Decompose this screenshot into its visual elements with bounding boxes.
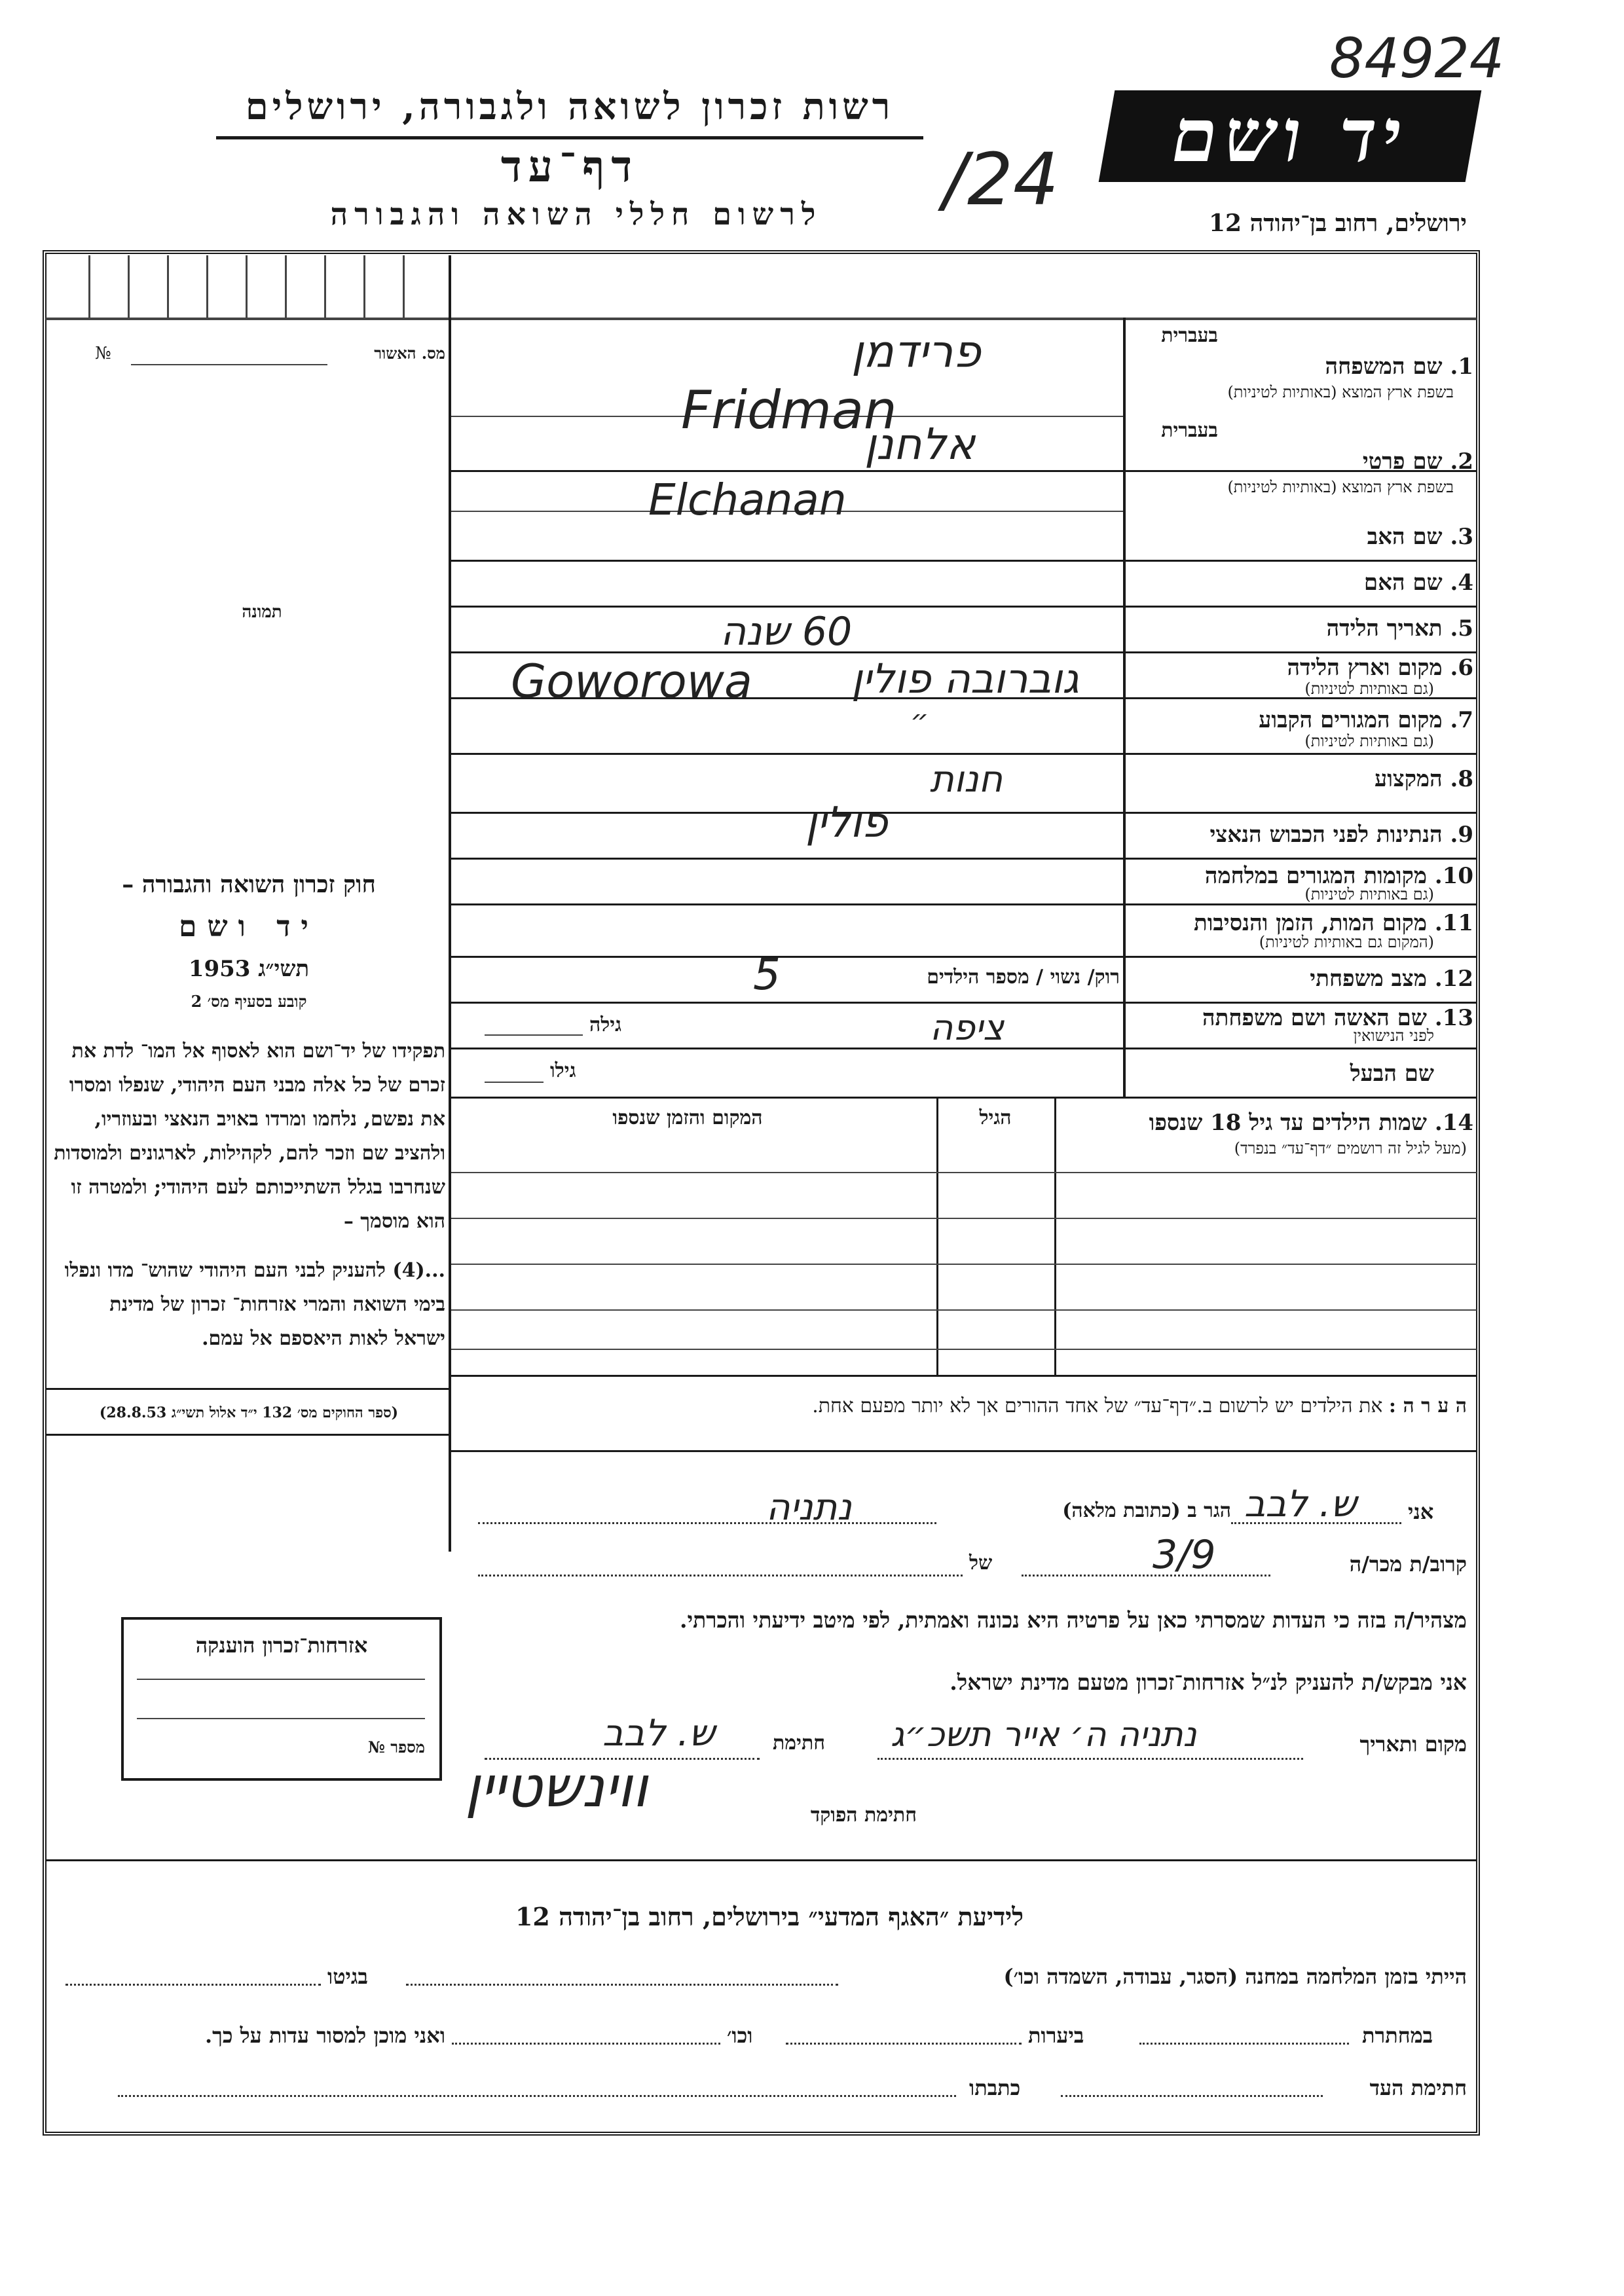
husband-age-label: גילו <box>550 1059 576 1082</box>
field-10-sub: (גם באותיות לטיניות) <box>1304 885 1434 903</box>
law-clause: קובע בסעיף מס׳ 2 <box>191 992 307 1011</box>
field-8-value[interactable]: חנות <box>930 758 1003 801</box>
field-6-label: 6. מקום וארץ הלידה <box>1287 655 1473 681</box>
org-underline <box>216 136 923 139</box>
decl-request: אני מבקש/ת להעניק לנ״ל אזרחות־זכרון מטעם מדינת ישראל. <box>950 1669 1467 1695</box>
declarant-name[interactable]: ש. לבב <box>1244 1483 1357 1525</box>
page-title: דף־עד <box>500 141 639 192</box>
officer-label: חתימת הפוקד <box>810 1804 917 1827</box>
field-1-tag: בעברית <box>1161 324 1218 347</box>
photo-label: תמונה <box>242 602 282 622</box>
footer-ready: ואני מוכן למסור עדות על כך. <box>204 2023 445 2048</box>
col-age-header: הגיל <box>979 1106 1012 1129</box>
footer-address-label: כתבתו <box>969 2075 1021 2100</box>
org-line: רשות זכרון לשואה ולגבורה, ירושלים <box>245 85 895 128</box>
place-date-label: מקום ותאריך <box>1359 1732 1467 1757</box>
field-10-label: 10. מקומות המגורים במלחמה <box>1204 863 1473 889</box>
field-2-sub: בשפת ארץ המוצא (באותיות לטיניות) <box>1227 478 1454 496</box>
handwritten-ref: /24 <box>943 137 1060 221</box>
field-11-label: 11. מקום המות, הזמן והנסיבות <box>1193 910 1473 936</box>
footer-forest: ביערות <box>1028 2023 1084 2048</box>
top-code-boxes <box>49 255 449 318</box>
field-7-value[interactable]: ״ <box>910 704 929 737</box>
footer-partisan: במחתרת <box>1362 2023 1433 2048</box>
law-name: יד ושם <box>179 910 319 943</box>
field-8-label: 8. המקצוע <box>1374 766 1473 792</box>
field-13-value[interactable]: ציפה <box>930 1007 1005 1048</box>
field-14-label: 14. שמות הילדים עד גיל 18 שנספו <box>1149 1110 1473 1136</box>
field-12-label: 12. מצב משפחתי <box>1310 966 1473 992</box>
field-7-label: 7. מקום המגורים הקבוע <box>1259 707 1473 733</box>
approval-no: № <box>95 344 111 363</box>
logo-text: יד ושם <box>1164 93 1416 179</box>
archive-number: 84924 <box>1329 26 1505 90</box>
decl-resides: הגר ב (כתובת מלאה) <box>1062 1499 1231 1522</box>
field-6-value-latin[interactable]: Goworowa <box>511 655 752 708</box>
field-12-value[interactable]: רוק/ נשוי / מספר הילדים <box>927 966 1120 989</box>
note-text: את הילדים יש לרשום ב.״דף־עד״ של אחד ההורים אך לא יותר מפעם אחת. <box>812 1394 1383 1417</box>
field-13-sub: לפני הנישואין <box>1353 1027 1434 1045</box>
note <box>458 1394 1467 1417</box>
place-date-value[interactable]: נתניה ה׳ אייר תשכ״ג <box>891 1715 1197 1755</box>
law-text-2: ...(4) להעניק לבני העם היהודי שהוש־ מדו ונפלו בימי השואה והמרי אזרחות־ זכרון של מדינת ישראל לאות היאספם אל עמם. <box>64 1259 445 1350</box>
field-9-label: 9. הנתינות לפני הכבוש הנאצי <box>1209 822 1473 848</box>
decl-address[interactable]: נתניה <box>766 1486 852 1529</box>
address: ירושלים, רחוב בן־יהודה 12 <box>1208 210 1467 237</box>
citizenship-box <box>121 1617 442 1781</box>
field-6-sub: (גם באותיות לטיניות) <box>1304 680 1434 698</box>
decl-statement: מצהיר/ה בזה כי העדות שמסרתי כאן על פרטיה היא נכונה ואמתית, לפי מיטב ידיעתי והכרתי. <box>680 1607 1467 1633</box>
field-2-value-he[interactable]: אלחנן <box>864 419 976 469</box>
footer-title: לידיעת ״האגף המדעי״ בירושלים, רחוב בן־יהודה 12 <box>515 1902 1024 1931</box>
field-1-value-latin[interactable]: Fridman <box>681 380 897 441</box>
subtitle: לרשום חללי השואה והגבורה <box>330 196 822 232</box>
footer-ghetto: בגיטו <box>327 1964 368 1989</box>
decl-ani: אני <box>1408 1499 1434 1524</box>
field-1-sub: בשפת ארץ המוצא (באותיות לטיניות) <box>1227 383 1454 401</box>
field-3-label: 3. שם האב <box>1367 524 1473 550</box>
field-13-label: 13. שם האשה ושם משפחתה <box>1202 1005 1473 1031</box>
field-1-label: 1. שם המשפחה <box>1325 354 1473 380</box>
field-13-age-label: גילה <box>589 1013 622 1036</box>
signature-label: חתימת <box>773 1732 825 1755</box>
husband-label: שם הבעל <box>1350 1061 1434 1087</box>
signature-value[interactable]: ש. לבב <box>602 1712 715 1755</box>
field-14-sub: (מעל לגיל זה רושמים ״דף־עד״ בנפרד) <box>1234 1139 1467 1157</box>
approval-label: מס. האשור <box>374 344 445 363</box>
field-9-value[interactable]: פולין <box>805 799 888 847</box>
field-11-sub: (המקום גם באותיות לטיניות) <box>1259 933 1434 951</box>
law-ref: (ספר החוקים מס׳ 132 י״ד אלול תשי״ג 28.8.53) <box>99 1404 399 1421</box>
col-place-header: המקום והזמן שנספו <box>612 1106 763 1129</box>
logo <box>1099 90 1482 182</box>
field-2-tag: בעברית <box>1161 419 1218 442</box>
officer-signature[interactable]: ווינשטיין <box>465 1755 648 1820</box>
field-1-value-he[interactable]: פרידמן <box>851 326 981 378</box>
field-6-value[interactable]: גוברובה פולין <box>851 655 1079 702</box>
decl-relation-of: של <box>969 1552 993 1575</box>
field-5-value[interactable]: 60 שנה <box>720 609 853 655</box>
law-text: תפקידו של יד־ושם הוא לאסוף אל המו־ לדת את זכרם של כל אלה מבני העם היהודי, שנפלו ומסרו את נפשם, נלחמו ומרדו באויב הנאצי ובעוזריו, ולהציב שם וזכר להם, לקהילות, לארגונים ולמוסדות שנחרבו בגלל השתייכותם לעם היהודי; ולמטרה זו הוא מוסמך – <box>54 1040 445 1233</box>
citizenship-box-title: אזרחות־זכרון הוענקה <box>195 1633 368 1658</box>
note-label: ה ע ר ה : <box>1388 1394 1467 1417</box>
field-5-label: 5. תאריך הלידה <box>1326 615 1473 642</box>
field-2-value-latin[interactable]: Elchanan <box>648 475 847 525</box>
footer-witness-label: חתימת העד <box>1369 2075 1467 2100</box>
field-7-sub: (גם באותיות לטיניות) <box>1304 732 1434 750</box>
footer-etc: וכו׳ <box>727 2023 753 2048</box>
field-12-children[interactable]: 5 <box>753 949 781 1000</box>
field-2-label: 2. שם פרטי <box>1362 448 1473 475</box>
decl-relation-value[interactable]: 3/9 <box>1153 1532 1216 1578</box>
citizenship-box-no: מספר № <box>367 1738 425 1757</box>
law-year: תשי״ג 1953 <box>188 956 310 982</box>
footer-camp-line: הייתי בזמן המלחמה במחנה (הסגר, עבודה, השמדה וכו׳) <box>1003 1964 1467 1989</box>
field-4-label: 4. שם האם <box>1363 570 1473 596</box>
law-title: חוק זכרון השואה והגבורה – <box>122 871 376 898</box>
decl-relation-label: קרוב/ת מכר/ה <box>1349 1552 1467 1576</box>
